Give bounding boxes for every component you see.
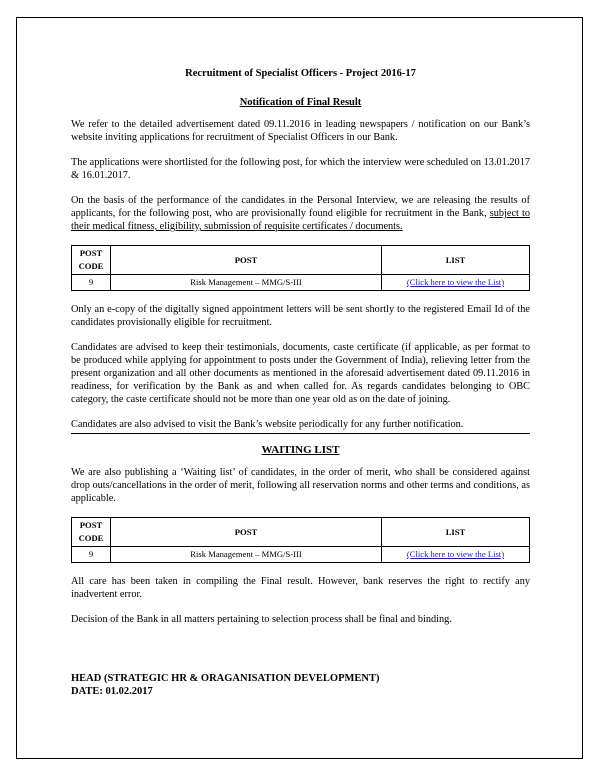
signatory: HEAD (STRATEGIC HR & ORAGANISATION DEVELOPMENT): [71, 673, 380, 684]
paragraph-results: [71, 194, 530, 233]
paragraph-ecopy: Only an e-copy of the digitally signed appointment letters will be sent shortly to the registered Email Id of the candidates provisionally eligible for recruitment.: [71, 304, 530, 328]
cell-list: [382, 275, 530, 291]
header-list: LIST: [382, 518, 530, 547]
cell-post-code: 9: [72, 275, 111, 291]
paragraph-documents: Candidates are advised to keep their testimonials, documents, caste certificate (if applicable, as per format to be produced while applying for appointment to posts under the Government of India), relieving letter from the present organization and all other documents as mentioned in the aforesaid advertisement dated 09.11.2016 in readiness, for verification by the Bank as and when called for. As regards candidates belonging to OBC category, the caste certificate should not be more than one year old as on the date of joining.: [71, 342, 530, 405]
waiting-table-header: [72, 518, 530, 547]
cell-list: [382, 547, 530, 563]
cell-post: Risk Management – MMG/S-III: [111, 275, 382, 291]
paragraph-advertisement: We refer to the detailed advertisement dated 09.11.2016 in leading newspapers / notification on our Bank’s website inviting applications for recruitment of Specialist Officers in our Bank.: [71, 119, 530, 143]
results-text: On the basis of the performance of the candidates in the Personal Interview, we are releasing the results of applicants, for the following post, who are provisionally found eligible for recruitment in the Bank,: [71, 195, 530, 219]
view-list-link[interactable]: (Click here to view the List): [406, 277, 505, 287]
document-subtitle: Notification of Final Result: [239, 97, 362, 108]
signature-block: [71, 672, 530, 698]
results-condition: subject to their medical fitness, eligibility, submission of requisite certificates / documents.: [71, 208, 531, 232]
table-row: [72, 275, 530, 291]
waiting-table: [71, 517, 530, 563]
header-post-code: POST CODE: [72, 518, 111, 547]
paragraph-waiting: We are also publishing a ‘Waiting list’ of candidates, in the order of merit, who shall be considered against drop outs/cancellations in the order of merit, following all reservation norms and other terms and conditions, as applicable.: [71, 467, 530, 504]
header-post-code: POST CODE: [72, 246, 111, 275]
signature-date: DATE: 01.02.2017: [71, 686, 153, 697]
header-post: POST: [111, 518, 382, 547]
cell-post-code: 9: [72, 547, 111, 563]
result-table: [71, 245, 530, 291]
result-table-header: [72, 246, 530, 275]
document-title: Recruitment of Specialist Officers - Project 2016-17: [185, 68, 416, 79]
waiting-list-title: WAITING LIST: [261, 444, 340, 456]
cell-post: Risk Management – MMG/S-III: [111, 547, 382, 563]
paragraph-care: All care has been taken in compiling the Final result. However, bank reserves the right to rectify any inadvertent error.: [71, 576, 530, 600]
document-body: [71, 67, 530, 698]
paragraph-decision: Decision of the Bank in all matters pertaining to selection process shall be final and binding.: [71, 614, 452, 625]
table-row: [72, 547, 530, 563]
paragraph-shortlist: The applications were shortlisted for the following post, for which the interview were scheduled on 13.01.2017 & 16.01.2017.: [71, 157, 530, 181]
paragraph-website: Candidates are also advised to visit the Bank’s website periodically for any further notification.: [71, 418, 530, 434]
view-waiting-list-link[interactable]: (Click here to view the List): [406, 549, 505, 559]
header-post: POST: [111, 246, 382, 275]
header-list: LIST: [382, 246, 530, 275]
